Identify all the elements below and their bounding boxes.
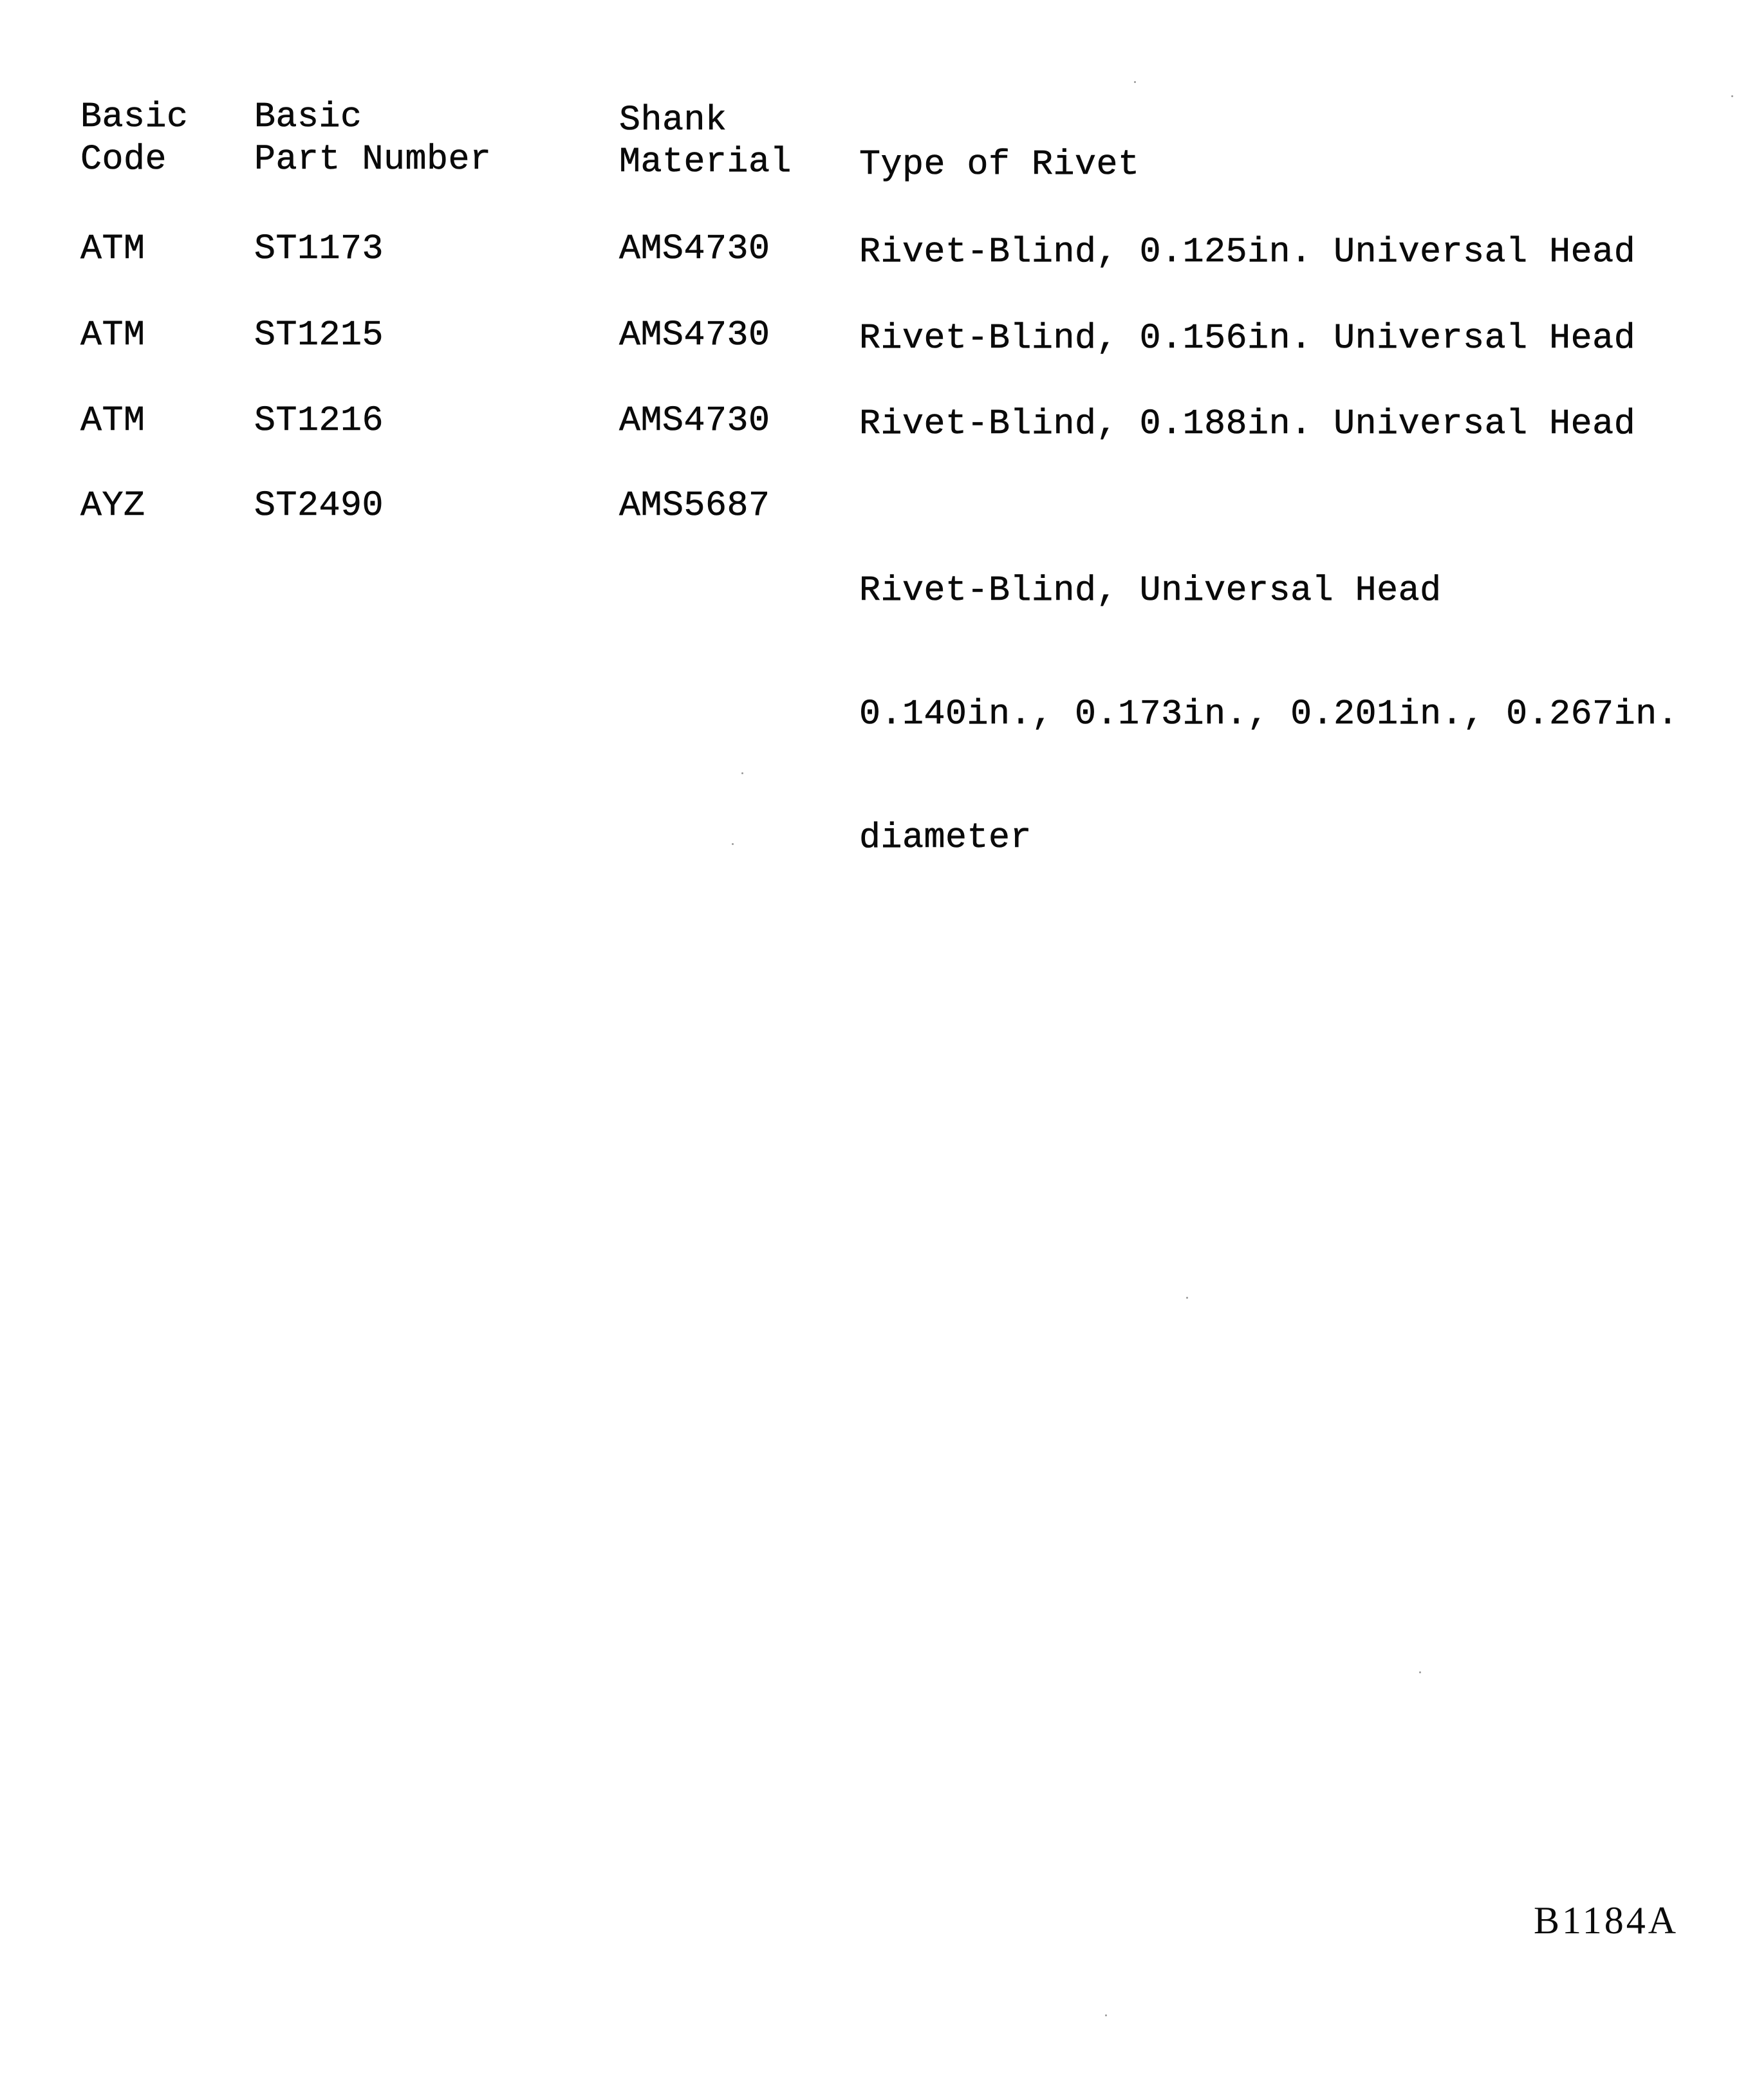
scan-speck (1419, 1671, 1421, 1673)
header-basic-part-number-line1: Basic (254, 97, 362, 137)
basic-code-cell: ATM (80, 315, 145, 355)
scan-speck (741, 772, 743, 774)
header-basic-code-line1: Basic (80, 97, 189, 137)
type-of-rivet-line-2: 0.140in., 0.173in., 0.201in., 0.267in. (859, 694, 1679, 734)
basic-code-cell: AYZ (80, 485, 145, 526)
scan-speck (732, 843, 734, 845)
basic-code-cell: ATM (80, 400, 145, 441)
shank-material-cell: AMS4730 (619, 400, 770, 441)
header-shank-material-line1: Shank (619, 100, 727, 140)
shank-material-cell: AMS4730 (619, 228, 770, 269)
basic-code-cell: ATM (80, 228, 145, 269)
document-code: B1184A (1534, 1899, 1679, 1942)
type-of-rivet-cell: Rivet-Blind, 0.188in. Universal Head (859, 404, 1636, 444)
type-of-rivet-line-3: diameter (859, 817, 1032, 858)
header-type-of-rivet: Type of Rivet (859, 144, 1140, 185)
type-of-rivet-cell (859, 488, 1678, 941)
basic-part-number-cell: ST1173 (254, 228, 384, 269)
scan-speck (1731, 95, 1733, 97)
type-of-rivet-cell: Rivet-Blind, 0.125in. Universal Head (859, 232, 1636, 272)
shank-material-cell: AMS5687 (619, 485, 770, 526)
basic-part-number-cell: ST2490 (254, 485, 384, 526)
scan-speck (1134, 81, 1136, 83)
basic-part-number-cell: ST1216 (254, 400, 384, 441)
shank-material-cell: AMS4730 (619, 315, 770, 355)
scan-speck (1186, 1297, 1188, 1299)
type-of-rivet-cell: Rivet-Blind, 0.156in. Universal Head (859, 318, 1636, 358)
header-basic-part-number-line2: Part Number (254, 139, 492, 180)
type-of-rivet-line-1: Rivet-Blind, Universal Head (859, 570, 1442, 611)
header-shank-material-line2: Material (619, 142, 792, 182)
header-basic-code-line2: Code (80, 139, 167, 180)
scan-speck (1105, 2014, 1107, 2016)
basic-part-number-cell: ST1215 (254, 315, 384, 355)
